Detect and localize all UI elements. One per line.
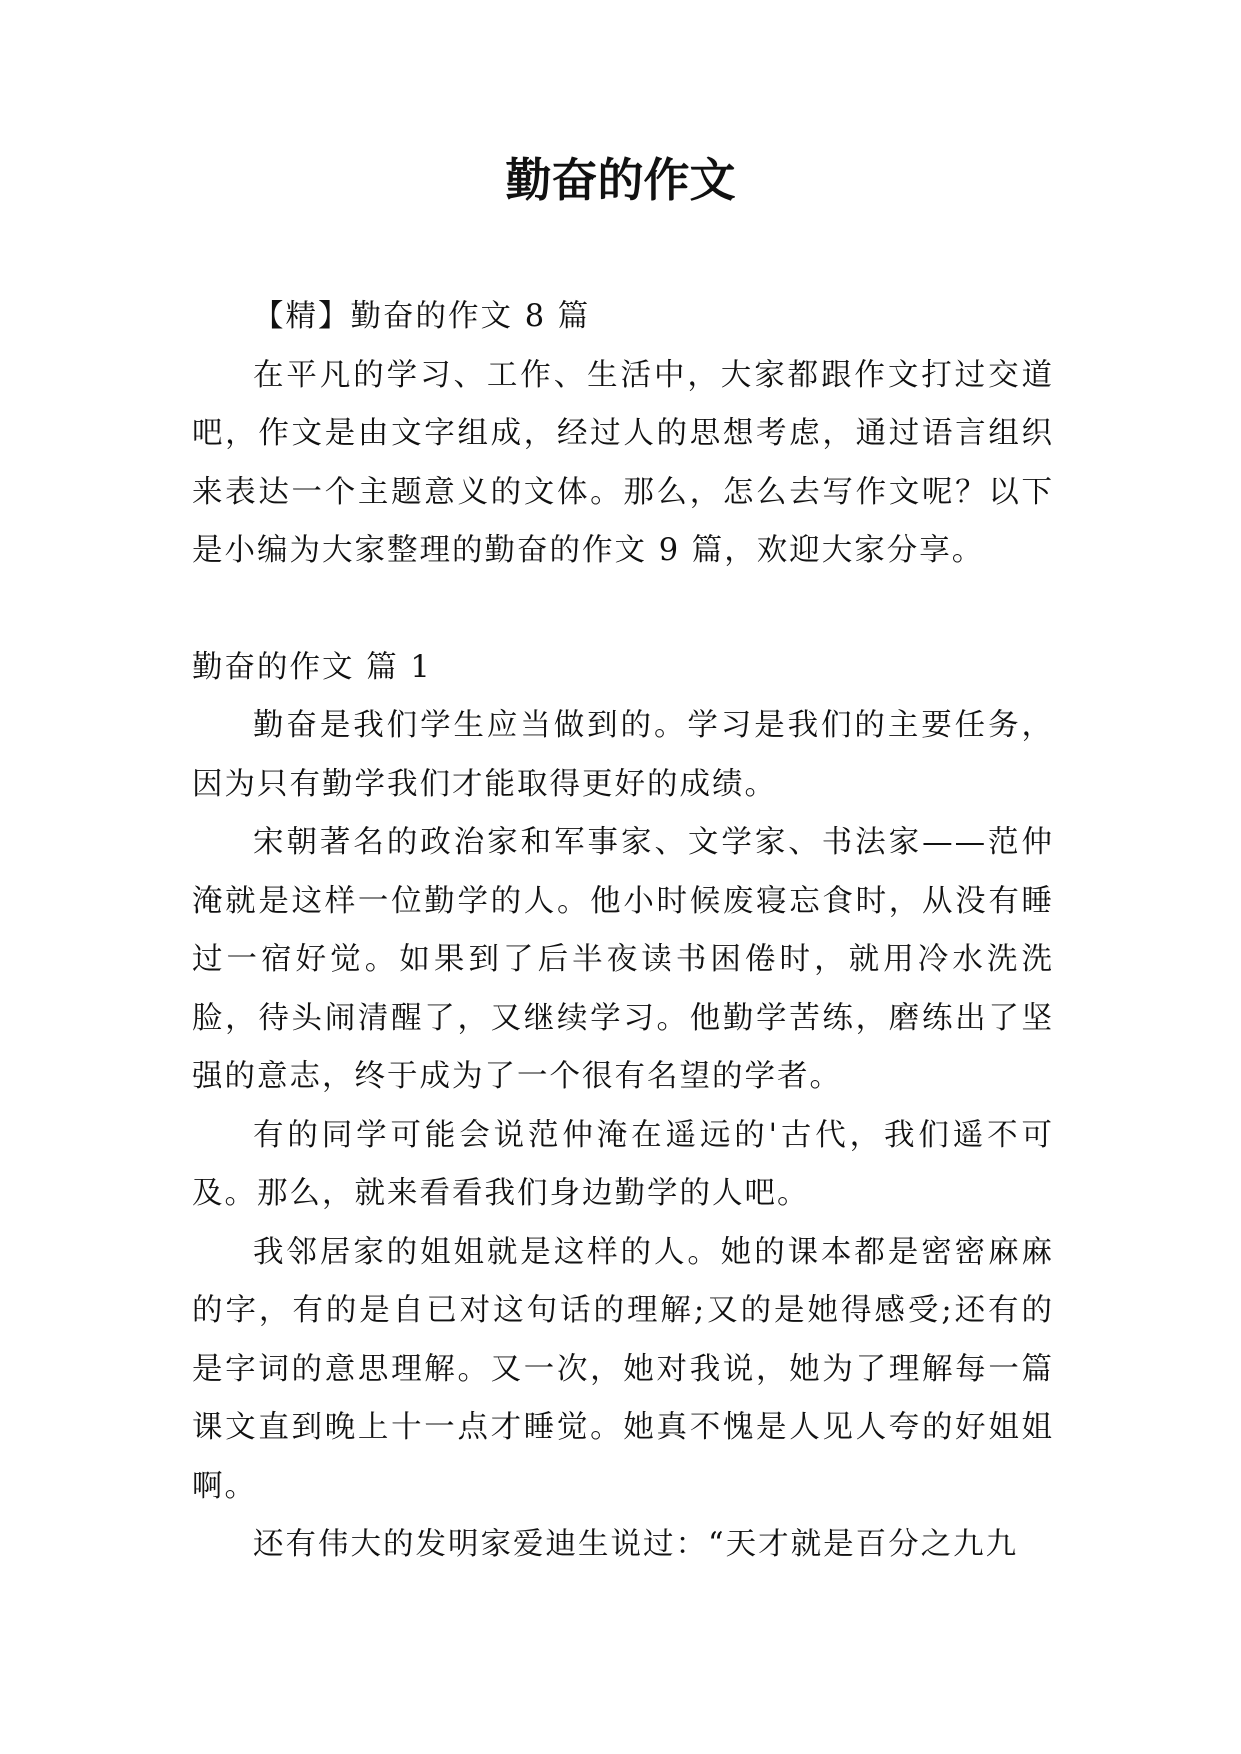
body-paragraph: 有的同学可能会说范仲淹在遥远的'古代，我们遥不可及。那么，就来看看我们身边勤学的人吧。 bbox=[192, 1117, 1054, 1211]
section-heading: 勤奋的作文 篇 1 bbox=[192, 649, 432, 685]
intro-paragraph: 在平凡的学习、工作、生活中，大家都跟作文打过交道吧，作文是由文字组成，经过人的思想考虑，通过语言组织来表达一个主题意义的文体。那么，怎么去写作文呢？以下是小编为大家整理的勤奋的作文 9 篇，欢迎大家分享。 bbox=[192, 357, 1054, 568]
document-body bbox=[192, 288, 1054, 1575]
body-paragraph: 还有伟大的发明家爱迪生说过：“天才就是百分之九九 bbox=[253, 1527, 1019, 1562]
intro-heading: 【精】勤奋的作文 8 篇 bbox=[253, 299, 591, 334]
document-title: 勤奋的作文 bbox=[505, 153, 736, 207]
body-paragraph: 勤奋是我们学生应当做到的。学习是我们的主要任务，因为只有勤学我们才能取得更好的成绩。 bbox=[192, 708, 1054, 802]
body-paragraph: 我邻居家的姐姐就是这样的人。她的课本都是密密麻麻的字，有的是自已对这句话的理解;又的是她得感受;还有的是字词的意思理解。又一次，她对我说，她为了理解每一篇课文直到晚上十一点才睡觉。她真不愧是人见人夸的好姐姐啊。 bbox=[192, 1234, 1054, 1504]
body-paragraph: 宋朝著名的政治家和军事家、文学家、书法家——范仲淹就是这样一位勤学的人。他小时候废寝忘食时，从没有睡过一宿好觉。如果到了后半夜读书困倦时，就用冷水洗洗脸，待头闹清醒了，又继续学习。他勤学苦练，磨练出了坚强的意志，终于成为了一个很有名望的学者。 bbox=[192, 825, 1054, 1094]
